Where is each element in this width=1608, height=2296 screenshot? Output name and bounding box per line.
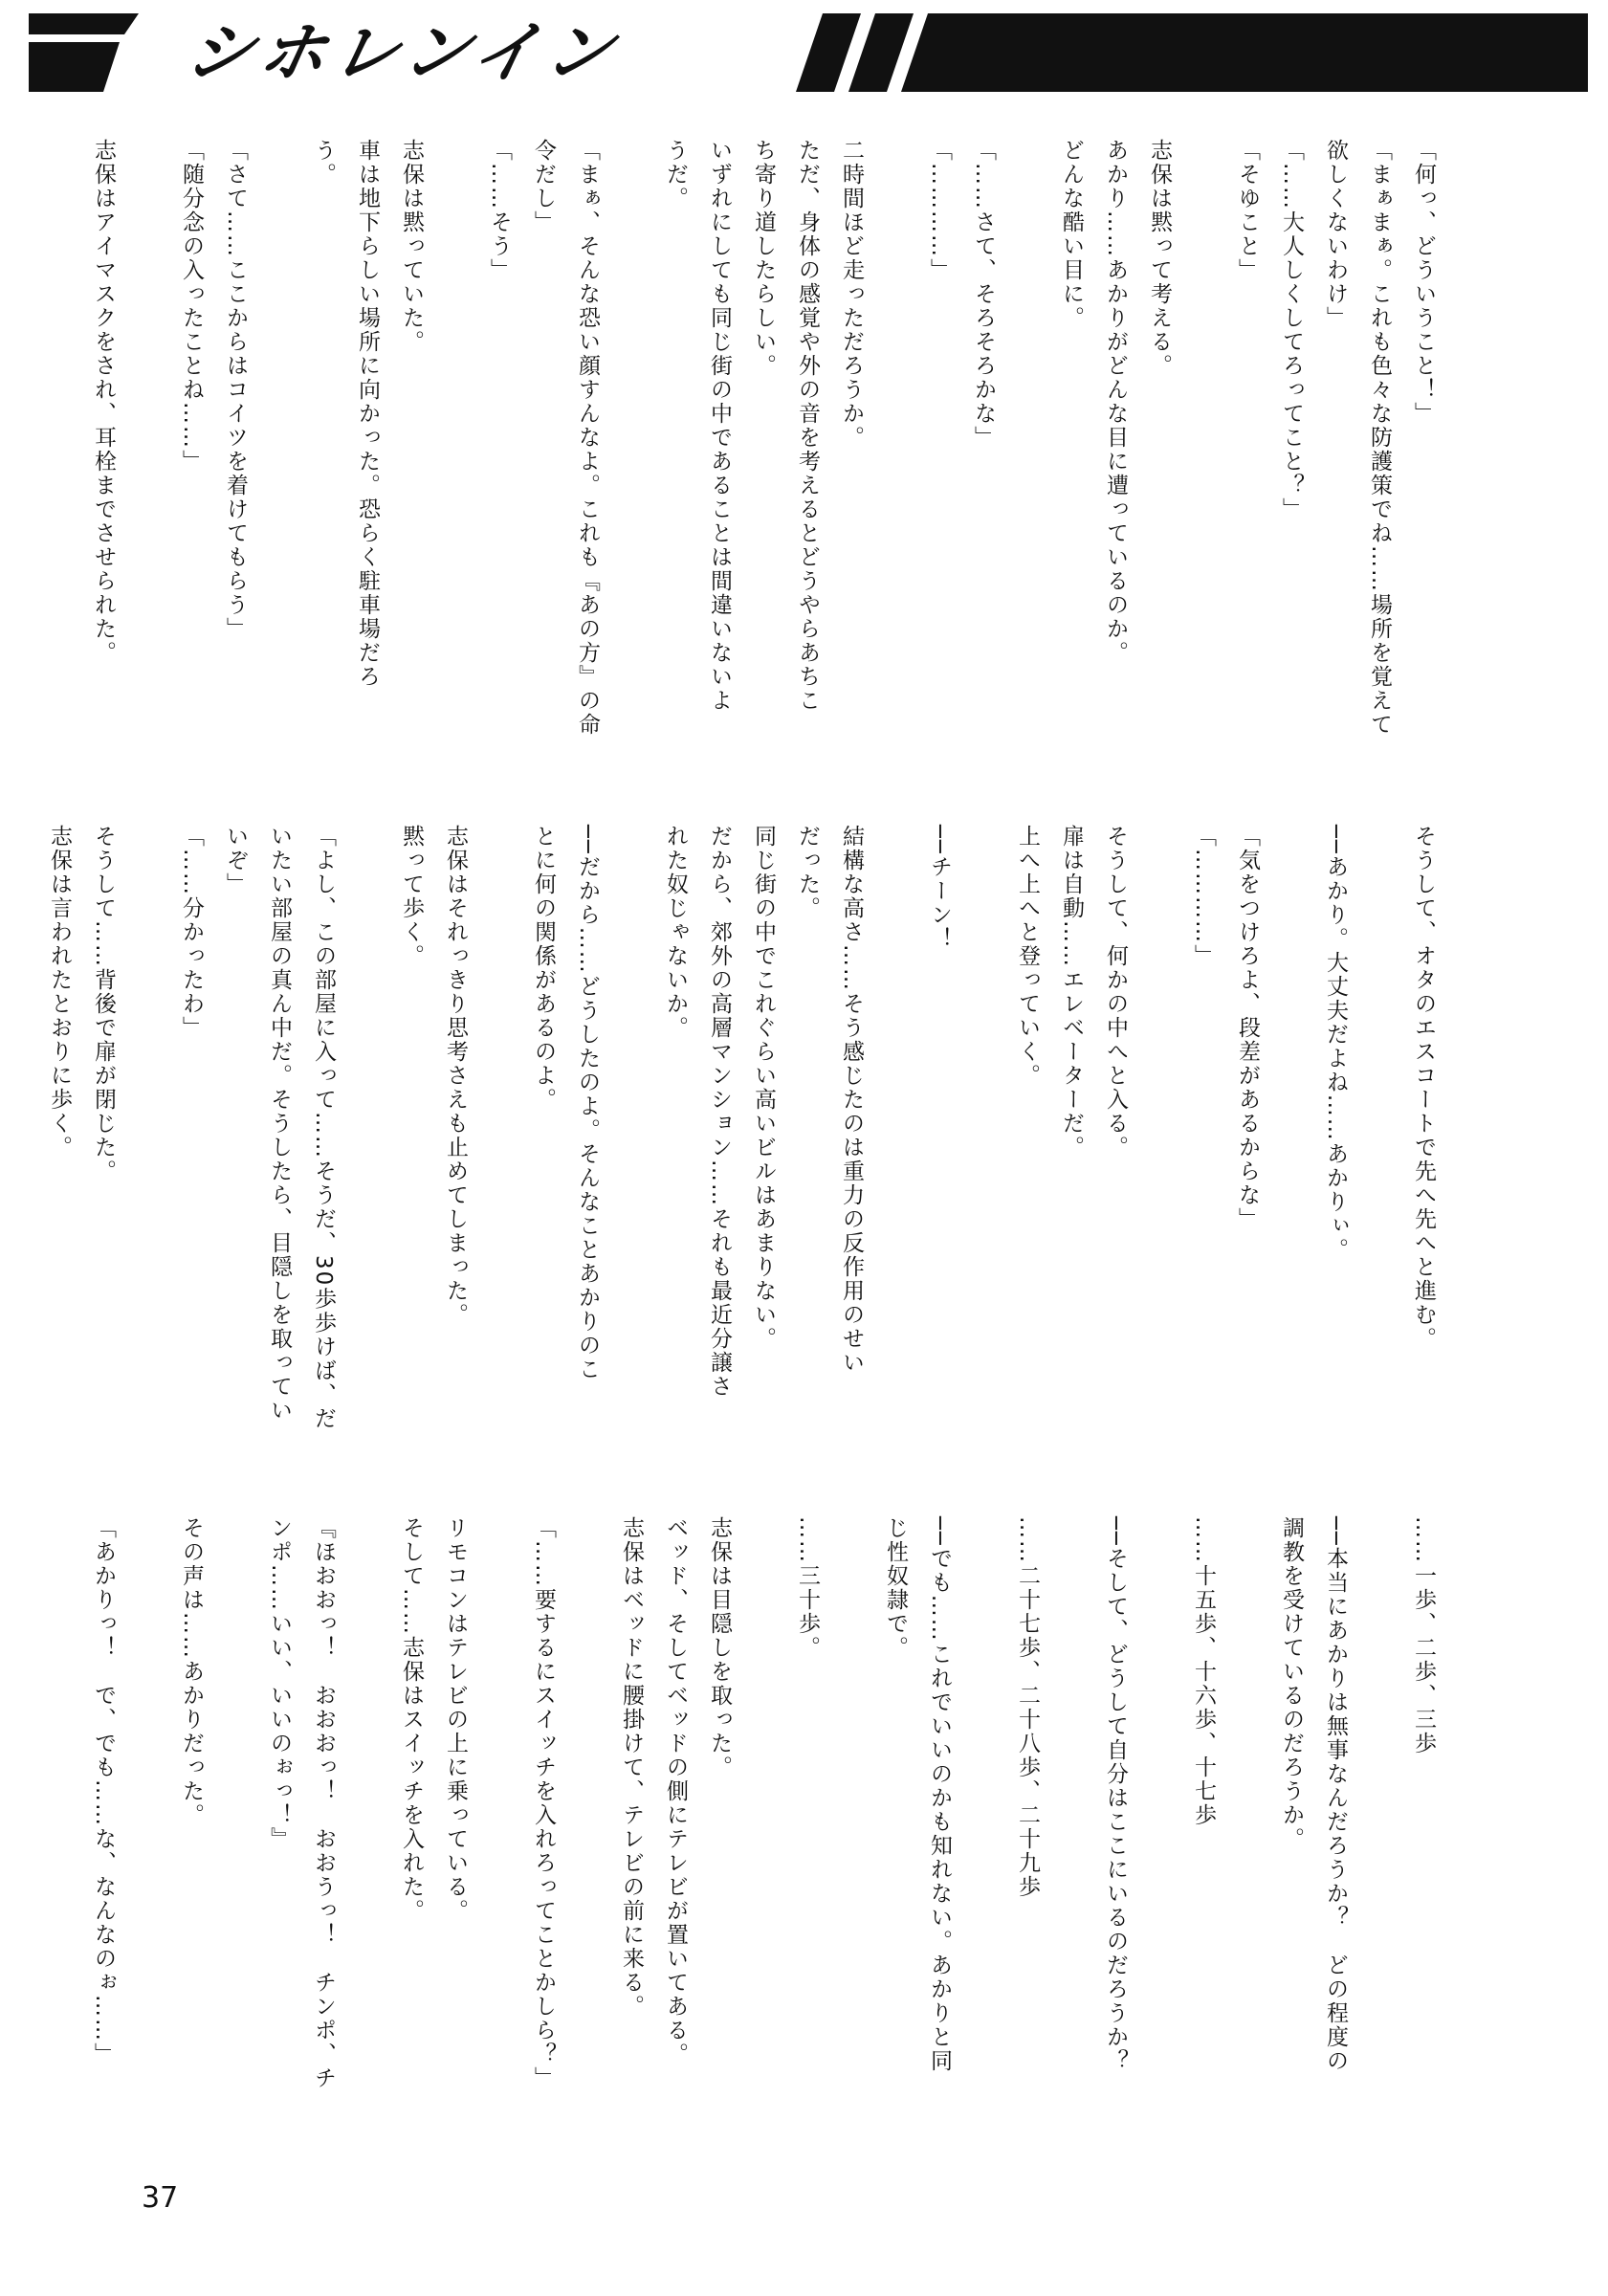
page-title: シホレンイン	[178, 13, 627, 92]
text-line: ──そして、どうして自分はここにいるのだろうか？	[1103, 1516, 1128, 2073]
text-block-2	[37, 825, 1445, 1571]
text-line	[873, 825, 917, 1571]
text-line	[345, 825, 389, 1571]
text-line: ただ、身体の感覚や外の音を考えるとどうやらあちこ	[795, 139, 820, 713]
text-line: 「……さて、そろそろかな」	[971, 139, 996, 450]
text-line: あかり……あかりがどんな目に遭っているのか。	[1103, 139, 1128, 665]
text-line: いぞ」	[223, 825, 248, 896]
text-line: 上へ上へと登っていく。	[1015, 825, 1040, 1088]
text-line: ──だから……どうしたのよ。そんなことあかりのこ	[575, 825, 600, 1381]
text-line	[961, 1516, 1005, 2205]
text-line: だった。	[795, 825, 820, 920]
text-line	[257, 139, 301, 875]
text-line: 「……大人しくしてろってこと？」	[1279, 139, 1304, 521]
text-line	[125, 825, 169, 1571]
text-line: 志保は言われたとおりに歩く。	[47, 825, 72, 1159]
text-line: うだ。	[663, 139, 688, 210]
text-line: ンポ……いい、いいのぉっ！』	[267, 1516, 292, 1851]
text-line: 志保はアイマスクをされ、耳栓までさせられた。	[91, 139, 116, 665]
text-line: 「あかりっ！ で、でも……な、なんなのぉ……」	[91, 1516, 116, 2066]
text-line: 「……要するにスイッチを入れろってことかしら？」	[531, 1516, 556, 2090]
text-line: 欲しくないわけ」	[1323, 139, 1348, 330]
text-line	[1137, 825, 1181, 1571]
text-line	[1357, 1516, 1401, 2205]
text-line	[1181, 139, 1225, 875]
text-line: ──でも……これでいいのかも知れない。あかりと同	[927, 1516, 952, 2073]
text-line: 「まぁ、そんな恐い顔すんなよ。これも『あの方』の命	[575, 139, 600, 737]
text-line: 「そゆこと」	[1235, 139, 1260, 282]
text-line	[433, 139, 477, 875]
text-line	[1269, 825, 1313, 1571]
text-line	[1005, 139, 1049, 875]
text-line: 「よし、この部屋に入って……そうだ、30歩歩けば、だ	[311, 825, 336, 1431]
text-line: れた奴じゃないか。	[663, 825, 688, 1040]
text-line: その声は……あかりだった。	[179, 1516, 204, 1827]
text-line: 「何っ、どういうこと！」	[1411, 139, 1436, 426]
text-line	[1137, 1516, 1181, 2205]
text-line: だから、郊外の高層マンション……それも最近分譲さ	[707, 825, 732, 1399]
text-line: ベッド、そしてベッドの側にテレビが置いてある。	[663, 1516, 688, 2066]
text-line: 結構な高さ……そう感じたのは重力の反作用のせい	[839, 825, 864, 1375]
text-line: ……一歩、二歩、三歩	[1411, 1516, 1436, 1755]
text-line	[477, 1516, 521, 2205]
text-line: 『ほおおっ！ おおおっ！ おおうっ！ チンポ、チ	[311, 1516, 336, 2090]
text-line: 志保は黙っていた。	[399, 139, 424, 354]
text-line	[609, 825, 653, 1571]
text-line: 扉は自動……エレベーターだ。	[1059, 825, 1084, 1159]
text-line	[1225, 1516, 1269, 2205]
text-line: 志保は黙って考える。	[1147, 139, 1172, 378]
text-line: どんな酷い目に。	[1059, 139, 1084, 330]
text-line	[345, 1516, 389, 2205]
text-line: ──チーン！	[927, 825, 952, 951]
text-line	[213, 1516, 257, 2205]
text-line	[1049, 1516, 1093, 2205]
text-line: ……十五歩、十六歩、十七歩	[1191, 1516, 1216, 1827]
text-line: そうして……背後で扉が閉じた。	[91, 825, 116, 1183]
text-line: 同じ街の中でこれぐらい高いビルはあまりない。	[751, 825, 776, 1351]
text-line: 令だし」	[531, 139, 556, 234]
text-line	[565, 1516, 609, 2205]
text-line: 志保は目隠しを取った。	[707, 1516, 732, 1779]
text-line	[961, 825, 1005, 1571]
text-line: ……二十七歩、二十八歩、二十九歩	[1015, 1516, 1040, 1899]
text-line: 「さて……ここからはコイツを着けてもらう」	[223, 139, 248, 641]
text-line: ち寄り道したらしい。	[751, 139, 776, 378]
text-line: いずれにしても同じ街の中であることは間違いないよ	[707, 139, 732, 713]
text-block-3	[81, 1516, 1445, 2205]
text-line: ……三十歩。	[795, 1516, 820, 1660]
header-banner	[29, 13, 1588, 92]
text-line: 「……そう」	[487, 139, 512, 282]
text-line: とに何の関係があるのよ。	[531, 825, 556, 1112]
text-line: そして……志保はスイッチを入れた。	[399, 1516, 424, 1923]
text-line	[873, 139, 917, 875]
text-line: そうして、オタのエスコートで先へ先へと進む。	[1411, 825, 1436, 1351]
text-line: 「まぁまぁ。これも色々な防護策でね……場所を覚えて	[1367, 139, 1392, 737]
text-line	[1357, 825, 1401, 1571]
text-line	[609, 139, 653, 875]
text-line: 二時間ほど走っただろうか。	[839, 139, 864, 450]
text-line: 志保はそれっきり思考さえも止めてしまった。	[443, 825, 468, 1327]
text-line	[125, 1516, 169, 2205]
text-line	[829, 1516, 873, 2205]
text-line: 「随分念の入ったことね……」	[179, 139, 204, 474]
text-line: ──本当にあかりは無事なんだろうか？ どの程度の	[1323, 1516, 1348, 2073]
text-line: 車は地下らしい場所に向かった。恐らく駐車場だろ	[355, 139, 380, 689]
text-block-1	[81, 139, 1445, 875]
text-line: 調教を受けているのだろうか。	[1279, 1516, 1304, 1851]
text-line: ──あかり。大丈夫だよね……あかりぃ。	[1323, 825, 1348, 1262]
text-line: リモコンはテレビの上に乗っている。	[443, 1516, 468, 1923]
text-line: 「…………」	[927, 139, 952, 282]
text-line	[477, 825, 521, 1571]
text-line: う。	[311, 139, 336, 187]
text-line	[741, 1516, 785, 2205]
text-line: 黙って歩く。	[399, 825, 424, 968]
text-line	[125, 139, 169, 875]
text-line: 「気をつけろよ、段差があるからな」	[1235, 825, 1260, 1231]
text-line: じ性奴隷で。	[883, 1516, 908, 1660]
text-line: いたい部屋の真ん中だ。そうしたら、目隠しを取ってい	[267, 825, 292, 1423]
text-line: 「…………」	[1191, 825, 1216, 968]
text-line: そうして、何かの中へと入る。	[1103, 825, 1128, 1159]
text-line: 「……分かったわ」	[179, 825, 204, 1040]
text-line: 志保はベッドに腰掛けて、テレビの前に来る。	[619, 1516, 644, 2019]
page-number: 37	[142, 2181, 179, 2215]
